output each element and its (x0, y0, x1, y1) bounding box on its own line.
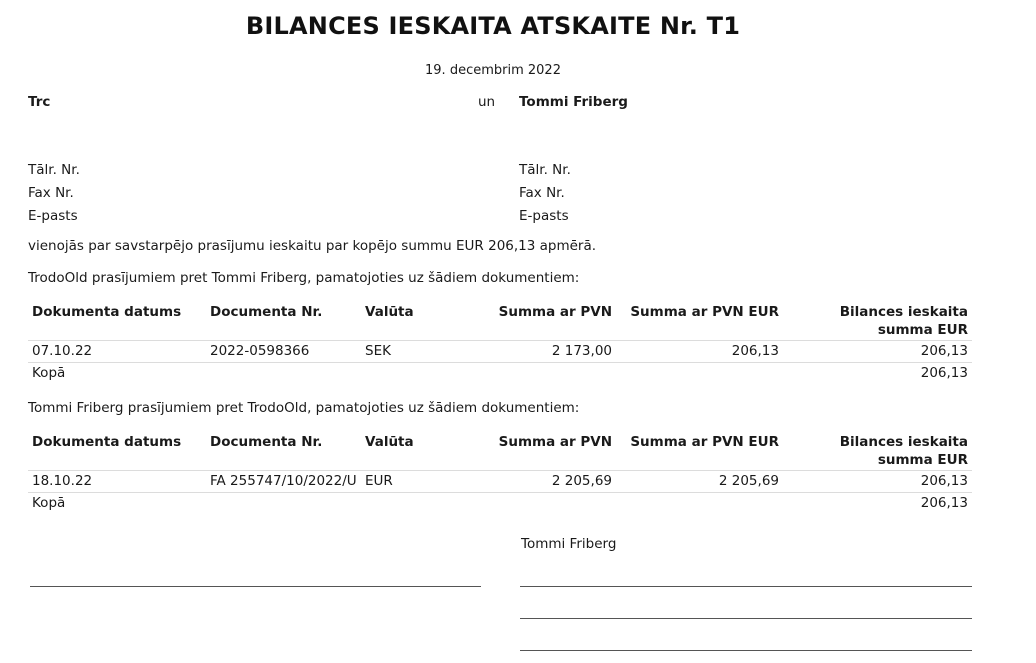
signature-line-right-2 (520, 618, 972, 619)
signature-line-right-1 (520, 586, 972, 587)
report-title: BILANCES IESKAITA ATSKAITE Nr. T1 (245, 12, 741, 40)
table-header-row (28, 432, 972, 470)
agreement-text: vienojās par savstarpējo prasījumu ieskaitu par kopējo summu EUR 206,13 apmērā. (28, 238, 597, 254)
report-date: 19. decembrim 2022 (425, 63, 561, 78)
cell-currency: SEK (361, 340, 456, 362)
header-doc-date: Dokumenta datums (32, 434, 182, 450)
cell-doc-no: FA 255747/10/2022/U (206, 470, 361, 492)
cell-amount-vat-eur: 2 205,69 (616, 470, 783, 492)
header-currency: Valūta (365, 434, 414, 450)
cell-offset: 206,13 (783, 340, 972, 362)
section2-table (28, 432, 972, 514)
cell-date: 18.10.22 (28, 470, 206, 492)
party-right-name: Tommi Friberg (519, 94, 628, 110)
party-left-name: Trc (28, 94, 51, 110)
party-right-email-label: E-pasts (519, 208, 569, 224)
signature-line-right-3 (520, 650, 972, 651)
table-row (28, 340, 972, 362)
cell-amount-vat-eur: 206,13 (616, 340, 783, 362)
cell-offset: 206,13 (783, 470, 972, 492)
total-row (28, 362, 972, 384)
signature-right-name: Tommi Friberg (521, 536, 617, 552)
cell-doc-no: 2022-0598366 (206, 340, 361, 362)
section1-intro: TrodoOld prasījumiem pret Tommi Friberg, pamatojoties uz šādiem dokumentiem: (28, 270, 580, 286)
total-row (28, 492, 972, 514)
party-left-phone-label: Tālr. Nr. (28, 162, 80, 178)
header-doc-date: Dokumenta datums (32, 304, 182, 320)
party-right-phone-label: Tālr. Nr. (519, 162, 571, 178)
table-row (28, 470, 972, 492)
connector-text: un (478, 94, 496, 110)
header-amount-vat-eur: Summa ar PVN EUR (630, 434, 779, 450)
total-label: Kopā (28, 362, 206, 384)
total-label: Kopā (28, 492, 206, 514)
signature-line-left (30, 586, 481, 587)
cell-amount-vat: 2 173,00 (456, 340, 616, 362)
cell-currency: EUR (361, 470, 456, 492)
header-offset-amount: Bilances ieskaita summa EUR (839, 434, 968, 468)
total-value: 206,13 (783, 362, 972, 384)
header-amount-vat: Summa ar PVN (498, 434, 612, 450)
table-header-row (28, 302, 972, 340)
header-doc-no: Documenta Nr. (210, 434, 323, 450)
total-value: 206,13 (783, 492, 972, 514)
section2-intro: Tommi Friberg prasījumiem pret TrodoOld, pamatojoties uz šādiem dokumentiem: (28, 400, 580, 416)
cell-amount-vat: 2 205,69 (456, 470, 616, 492)
header-offset-amount: Bilances ieskaita summa EUR (839, 304, 968, 338)
header-amount-vat: Summa ar PVN (498, 304, 612, 320)
party-right-fax-label: Fax Nr. (519, 185, 565, 201)
party-left-email-label: E-pasts (28, 208, 78, 224)
header-doc-no: Documenta Nr. (210, 304, 323, 320)
section1-table (28, 302, 972, 384)
header-amount-vat-eur: Summa ar PVN EUR (630, 304, 779, 320)
cell-date: 07.10.22 (28, 340, 206, 362)
party-left-fax-label: Fax Nr. (28, 185, 74, 201)
header-currency: Valūta (365, 304, 414, 320)
